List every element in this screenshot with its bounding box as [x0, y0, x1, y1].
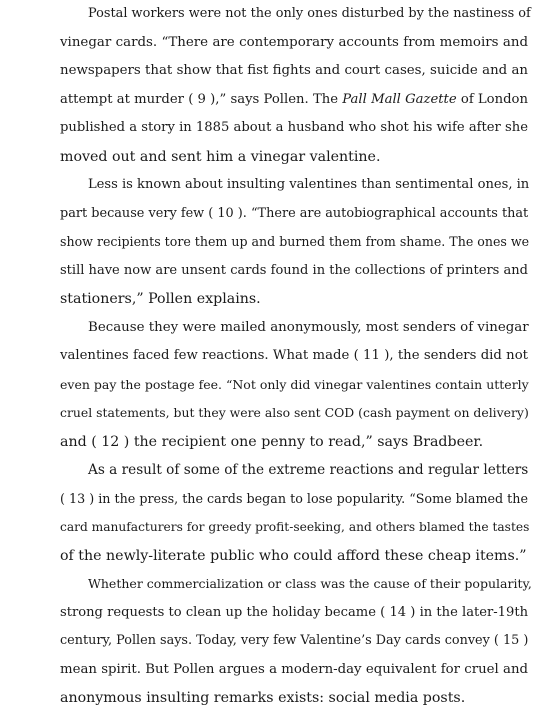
text-line: of the newly-literate public who could afford these cheap items.” [60, 547, 527, 564]
passage [32, 0, 532, 713]
text-line: valentines faced few reactions. What made ( 11 ), the senders did not [60, 348, 528, 363]
text-line: mean spirit. But Pollen argues a modern-day equivalent for cruel and [60, 661, 528, 677]
text-line: card manufacturers for greedy profit-seeking, and others blamed the tastes [60, 520, 530, 534]
paragraph-1 [32, 0, 531, 171]
text-line: vinegar cards. “There are contemporary accounts from memoirs and [60, 34, 528, 50]
text-line: still have now are unsent cards found in the collections of printers and [60, 262, 528, 278]
text-line: Less is known about insulting valentines than sentimental ones, in [88, 177, 530, 192]
text-line: show recipients tore them up and burned them from shame. The ones we [60, 234, 530, 249]
text-line: cruel statements, but they were also sent COD (cash payment on delivery) [60, 405, 529, 420]
text-line: century, Pollen says. Today, very few Valentine’s Day cards convey ( 15 ) [60, 633, 529, 648]
text-line: stationers,” Pollen explains. [60, 291, 261, 307]
text-segment: of London [456, 91, 528, 107]
text-line: As a result of some of the extreme reactions and regular letters [88, 462, 529, 478]
publication-title: Pall Mall Gazette [342, 91, 457, 107]
text-line: Because they were mailed anonymously, most senders of vinegar [88, 319, 529, 335]
paragraph-5 [32, 570, 532, 713]
text-line: strong requests to clean up the holiday became ( 14 ) in the later-19th [60, 604, 528, 620]
text-line: moved out and sent him a vinegar valentine. [60, 148, 381, 165]
text-line [32, 86, 528, 115]
paragraph-2 [32, 171, 528, 314]
paragraph-3 [32, 314, 528, 457]
text-line: newspapers that show that fist fights and court cases, suicide and an [60, 63, 528, 78]
text-line: Whether commercialization or class was the cause of their popularity, [88, 576, 532, 591]
text-segment: attempt at murder ( 9 ),” says Pollen. The [60, 91, 343, 107]
text-line: ( 13 ) in the press, the cards began to lose popularity. “Some blamed the [60, 490, 528, 506]
text-line: even pay the postage fee. “Not only did vinegar valentines contain utterly [60, 376, 529, 392]
text-line: published a story in 1885 about a husband who shot his wife after she [60, 120, 528, 135]
text-line: and ( 12 ) the recipient one penny to read,” says Bradbeer. [60, 433, 484, 450]
text-line: part because very few ( 10 ). “There are autobiographical accounts that [60, 205, 529, 221]
paragraph-4 [32, 456, 528, 570]
text-line: anonymous insulting remarks exists: social media posts. [60, 690, 466, 706]
text-line: Postal workers were not the only ones disturbed by the nastiness of [88, 6, 531, 21]
